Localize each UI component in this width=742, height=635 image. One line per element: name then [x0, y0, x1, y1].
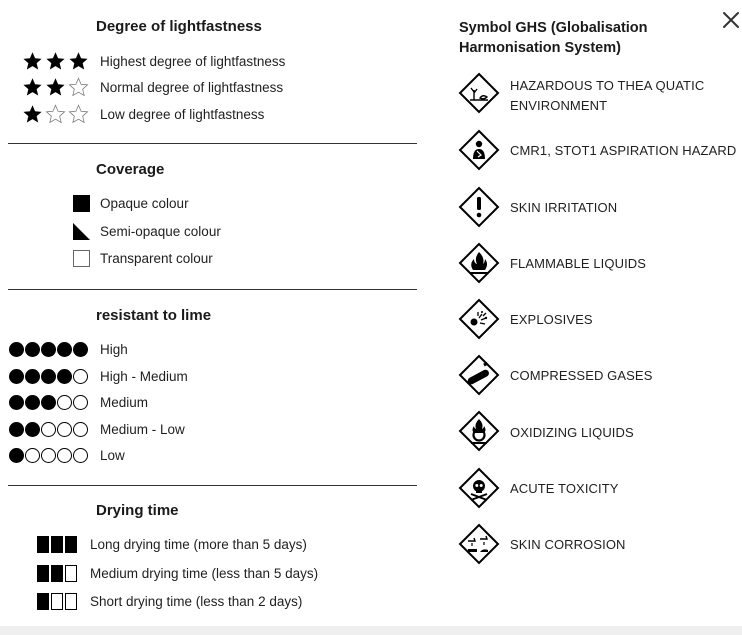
section-divider	[8, 485, 417, 486]
ghs-label-exclamation: SKIN IRRITATION	[510, 200, 618, 215]
exclamation-mark-icon	[458, 186, 500, 228]
lime-label-medium: Medium	[100, 395, 149, 410]
close-icon	[720, 9, 742, 31]
drying-label-long: Long drying time (more than 5 days)	[90, 537, 307, 552]
ghs-label-explosives: EXPLOSIVES	[510, 312, 593, 327]
lime-label-medium-low: Medium - Low	[100, 422, 185, 437]
drying-medium-icon	[37, 565, 77, 582]
ghs-label-environment: HAZARDOUS TO THEA QUATIC ENVIRONMENT	[510, 78, 705, 113]
exploding-bomb-icon	[458, 298, 500, 340]
transparent-square-icon	[73, 250, 90, 267]
health-hazard-icon	[458, 129, 500, 171]
lightfastness-title: Degree of lightfastness	[96, 18, 262, 35]
gas-cylinder-icon	[458, 354, 500, 396]
ghs-label-corrosion: SKIN CORROSION	[510, 537, 626, 552]
flame-over-circle-icon	[458, 410, 500, 452]
lime-title: resistant to lime	[96, 307, 212, 324]
lightfastness-label-highest: Highest degree of lightfastness	[100, 54, 286, 69]
two-stars-icon	[22, 77, 89, 97]
coverage-label-opaque: Opaque colour	[100, 196, 189, 211]
corrosion-icon	[458, 523, 500, 565]
skull-crossbones-icon	[458, 467, 500, 509]
ghs-label-toxicity: ACUTE TOXICITY	[510, 481, 619, 496]
ghs-title: Symbol GHS (Globalisation Harmonisation System)	[459, 20, 648, 56]
lime-label-high: High	[100, 342, 128, 357]
bottom-scroll-area	[0, 626, 742, 635]
lime-rating-2-icon	[9, 422, 88, 437]
lime-rating-4-icon	[9, 369, 88, 384]
ghs-label-health: CMR1, STOT1 ASPIRATION HAZARD	[510, 143, 737, 158]
coverage-title: Coverage	[96, 161, 165, 178]
coverage-label-semi-opaque: Semi-opaque colour	[100, 224, 221, 239]
lime-label-low: Low	[100, 448, 125, 463]
one-star-icon	[22, 104, 89, 124]
environment-hazard-icon	[458, 72, 500, 114]
lime-label-high-medium: High - Medium	[100, 369, 188, 384]
flame-icon	[458, 242, 500, 284]
coverage-label-transparent: Transparent colour	[100, 251, 213, 266]
lime-rating-5-icon	[9, 342, 88, 357]
lightfastness-label-low: Low degree of lightfastness	[100, 107, 265, 122]
section-divider	[8, 289, 417, 290]
lime-rating-3-icon	[9, 395, 88, 410]
three-stars-icon	[22, 51, 89, 71]
lightfastness-label-normal: Normal degree of lightfastness	[100, 80, 284, 95]
lime-rating-1-icon	[9, 448, 88, 463]
ghs-label-oxidizing: OXIDIZING LIQUIDS	[510, 425, 634, 440]
ghs-label-flammable: FLAMMABLE LIQUIDS	[510, 256, 647, 271]
drying-label-medium: Medium drying time (less than 5 days)	[90, 566, 319, 581]
section-divider	[8, 143, 417, 144]
semi-opaque-square-icon	[73, 223, 90, 240]
ghs-label-gases: COMPRESSED GASES	[510, 368, 653, 383]
drying-long-icon	[37, 536, 77, 553]
drying-label-short: Short drying time (less than 2 days)	[90, 594, 303, 609]
opaque-square-icon	[73, 195, 90, 212]
drying-title: Drying time	[96, 502, 179, 519]
close-button[interactable]	[720, 9, 742, 31]
drying-short-icon	[37, 593, 77, 610]
